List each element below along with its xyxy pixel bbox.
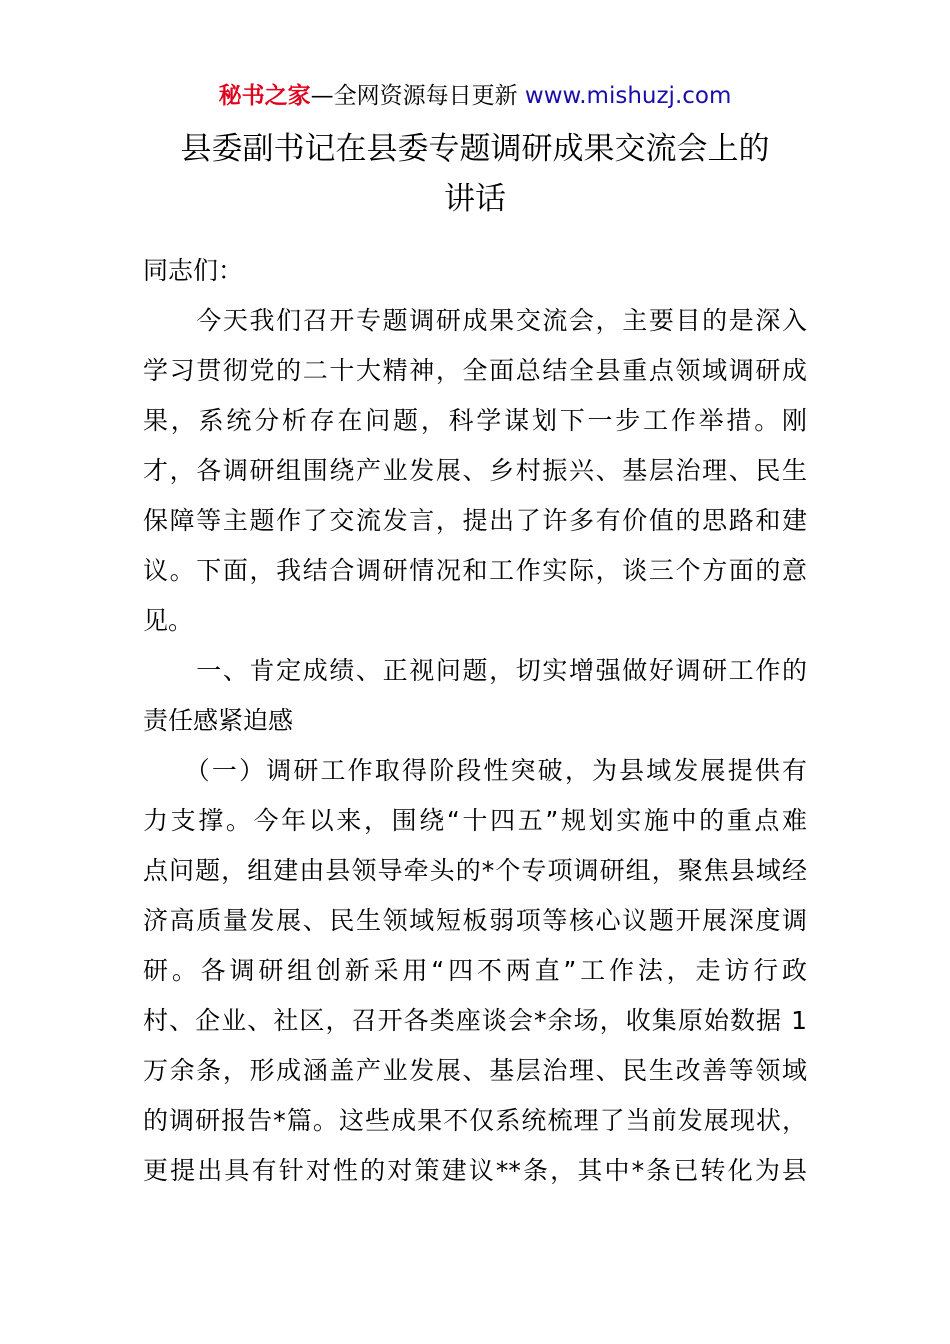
body-line: （一）调研工作取得阶段性突破，为县域发展提供有 <box>143 756 807 785</box>
title-line-1: 县委副书记在县委专题调研成果交流会上的 <box>180 131 770 167</box>
title-line-2: 讲话 <box>444 181 506 217</box>
document-body <box>143 246 807 1196</box>
body-line: 点问题，组建由县领导牵头的*个专项调研组，聚焦县域经 <box>143 856 807 885</box>
body-line: 济高质量发展、民生领域短板弱项等核心议题开展深度调 <box>143 906 807 935</box>
body-line: 今天我们召开专题调研成果交流会，主要目的是深入 <box>143 306 807 335</box>
body-line: 更提出具有针对性的对策建议**条，其中*条已转化为县 <box>143 1156 807 1185</box>
document-title <box>0 124 950 224</box>
body-line: 的调研报告*篇。这些成果不仅系统梳理了当前发展现状， <box>143 1106 807 1135</box>
body-line: 村、企业、社区，召开各类座谈会*余场，收集原始数据 1 <box>143 1006 807 1035</box>
body-line: 见。 <box>143 606 194 635</box>
site-brand: 秘书之家 <box>218 83 311 109</box>
body-line: 万余条，形成涵盖产业发展、基层治理、民生改善等领域 <box>143 1056 807 1085</box>
body-line: 保障等主题作了交流发言，提出了许多有价值的思路和建 <box>143 506 807 535</box>
section-heading: 一、肯定成绩、正视问题，切实增强做好调研工作的 <box>143 656 807 685</box>
body-line: 研。各调研组创新采用“四不两直”工作法，走访行政 <box>143 956 807 985</box>
site-slogan: —全网资源每日更新 <box>310 83 525 109</box>
body-line: 学习贯彻党的二十大精神，全面总结全县重点领域调研成 <box>143 356 807 385</box>
site-header <box>0 80 950 112</box>
salutation: 同志们： <box>143 256 244 285</box>
section-heading: 责任感紧迫感 <box>143 706 294 735</box>
body-line: 议。下面，我结合调研情况和工作实际，谈三个方面的意 <box>143 556 807 585</box>
body-line: 力支撑。今年以来，围绕“十四五”规划实施中的重点难 <box>143 806 807 835</box>
site-url-link[interactable]: www.mishuzj.com <box>524 83 732 109</box>
body-line: 果，系统分析存在问题，科学谋划下一步工作举措。刚 <box>143 406 807 435</box>
body-line: 才，各调研组围绕产业发展、乡村振兴、基层治理、民生 <box>143 456 807 485</box>
